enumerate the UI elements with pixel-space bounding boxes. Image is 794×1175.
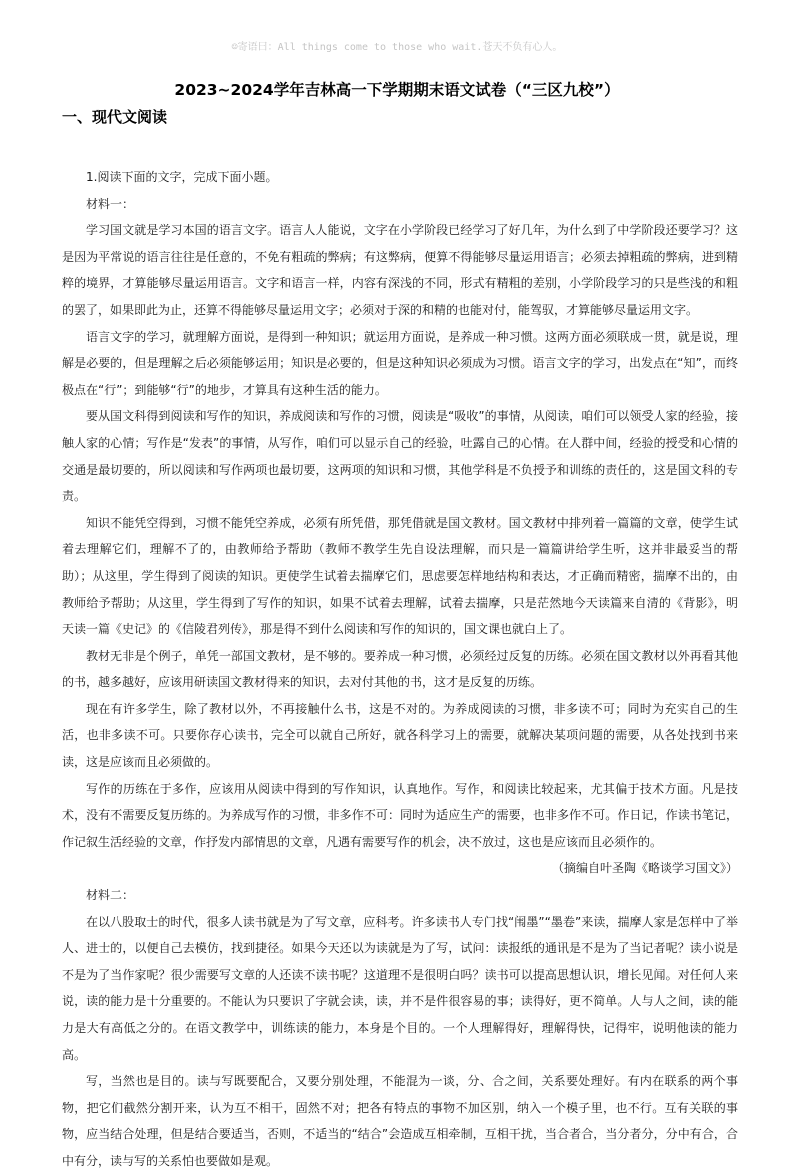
reading-passage (62, 164, 738, 1175)
material-1-label: 材料一： (86, 196, 135, 211)
material-1-paragraph: 学习国文就是学习本国的语言文字。语言人人能说，文字在小学阶段已经学习了好几年，为什么到了中学阶段还要学习？这是因为平常说的语言往往是任意的，不免有粗疏的弊病；有这弊病，便算不得能够尽量运用语言；必须去掉粗疏的弊病，进到精粹的境界，才算能够尽量运用语言。文字和语言一样，内容有深浅的不同，形式有精粗的差别，小学阶段学习的只是些浅的和粗的罢了，如果即此为止，还算不得能够尽量运用文字；必须对于深的和精的也能对付，能驾驭，才算能够尽量运用文字。 (62, 223, 738, 317)
material-1-paragraph: 现在有许多学生，除了教材以外，不再接触什么书，这是不对的。为养成阅读的习惯，非多读不可；同时为充实自己的生活，也非多读不可。只要你存心读书，完全可以就自己所好，就各科学习上的需要，就解决某项问题的需要，从各处找到书来读，这是应该而且必须做的。 (62, 701, 738, 770)
material-2-paragraph: 在以八股取士的时代，很多人读书就是为了写文章，应科考。许多读书人专门找“闱墨”“墨卷”来读，揣摩人家是怎样中了举人、进士的，以便自己去模仿，找到捷径。如果今天还以为读就是为了写，试问：读报纸的通讯是不是为了当记者呢？读小说是不是为了当作家呢？很少需要写文章的人还读不读书呢？这道理不是很明白吗？读书可以提高思想认识，增长见闻。对任何人来说，读的能力是十分重要的。不能认为只要识了字就会读，读，并不是件很容易的事；读得好，更不简单。人与人之间，读的能力是大有高低之分的。在语文教学中，训练读的能力，本身是个目的。一个人理解得好，理解得快，记得牢，说明他读的能力高。 (62, 914, 738, 1062)
material-1-paragraph: 教材无非是个例子，单凭一部国文教材，是不够的。要养成一种习惯，必须经过反复的历练。必须在国文教材以外再看其他的书，越多越好，应该用研读国文教材得来的知识，去对付其他的书，这才是反复的历练。 (62, 648, 738, 690)
section-heading: 一、现代文阅读 (62, 108, 168, 126)
watermark: ☺寄语曰：All things come to those who wait.苍天不负有心人。 (231, 42, 563, 53)
material-1-paragraph: 知识不能凭空得到，习惯不能凭空养成，必须有所凭借，那凭借就是国文教材。国文教材中排列着一篇篇的文章，使学生试着去理解它们，理解不了的，由教师给予帮助（教师不教学生先自设法理解，而只是一篇篇讲给学生听，这并非最妥当的帮助）；从这里，学生得到了阅读的知识。更使学生试着去揣摩它们，思虑要怎样地结构和表达，才正确而精密，揣摩不出的，由教师给予帮助；从这里，学生得到了写作的知识，如果不试着去理解，试着去揣摩，只是茫然地今天读篇来自清的《背影》，明天读一篇《史记》的《信陵君列传》，那是得不到什么阅读和写作的知识的，国文课也就白上了。 (62, 515, 738, 637)
question-intro: 1.阅读下面的文字，完成下面小题。 (86, 170, 278, 184)
material-1-paragraph: 写作的历练在于多作，应该用从阅读中得到的写作知识，认真地作。写作，和阅读比较起来，尤其偏于技术方面。凡是技术，没有不需要反复历练的。为养成写作的习惯，非多作不可：同时为适应生产的需要，也非多作不可。作日记，作读书笔记，作记叙生活经验的文章，作抒发内部情思的文章，凡遇有需要写作的机会，决不放过，这也是应该而且必须作的。 (62, 781, 738, 849)
page-title: 2023~2024学年吉林高一下学期期末语文试卷（“三区九校”） (174, 81, 620, 99)
material-1-paragraph: 语言文字的学习，就理解方面说，是得到一种知识；就运用方面说，是养成一种习惯。这两方面必须联成一贯，就是说，理解是必要的，但是理解之后必须能够运用；知识是必要的，但是这种知识必须成为习惯。语言文字的学习，出发点在“知”，而终极点在“行”；到能够“行”的地步，才算具有这种生活的能力。 (62, 329, 738, 397)
material-1-source: （摘编自叶圣陶《略谈学习国文》） (551, 861, 738, 876)
material-2-label: 材料二： (86, 888, 135, 903)
material-2-paragraph: 写，当然也是目的。读与写既要配合，又要分别处理，不能混为一谈，分、合之间，关系要处理好。有内在联系的两个事物，把它们截然分割开来，认为互不相干，固然不对；把各有特点的事物不加区别，纳入一个模子里，也不行。互有关联的事物，应当结合处理，但是结合要适当，否则，不适当的“结合”会造成互相牵制，互相干扰，当合者合，当分者分，分中有合，合中有分，读与写的关系怕也要做如是观。 (62, 1074, 738, 1168)
material-1-paragraph: 要从国文科得到阅读和写作的知识，养成阅读和写作的习惯，阅读是“吸收”的事情，从阅读，咱们可以领受人家的经验，接触人家的心情；写作是“发表”的事情，从写作，咱们可以显示自己的经验，吐露自己的心情。在人群中间，经验的授受和心情的交通是最切要的，所以阅读和写作两项也最切要，这两项的知识和习惯，其他学科是不负授予和训练的责任的，这是国文科的专责。 (62, 409, 738, 504)
